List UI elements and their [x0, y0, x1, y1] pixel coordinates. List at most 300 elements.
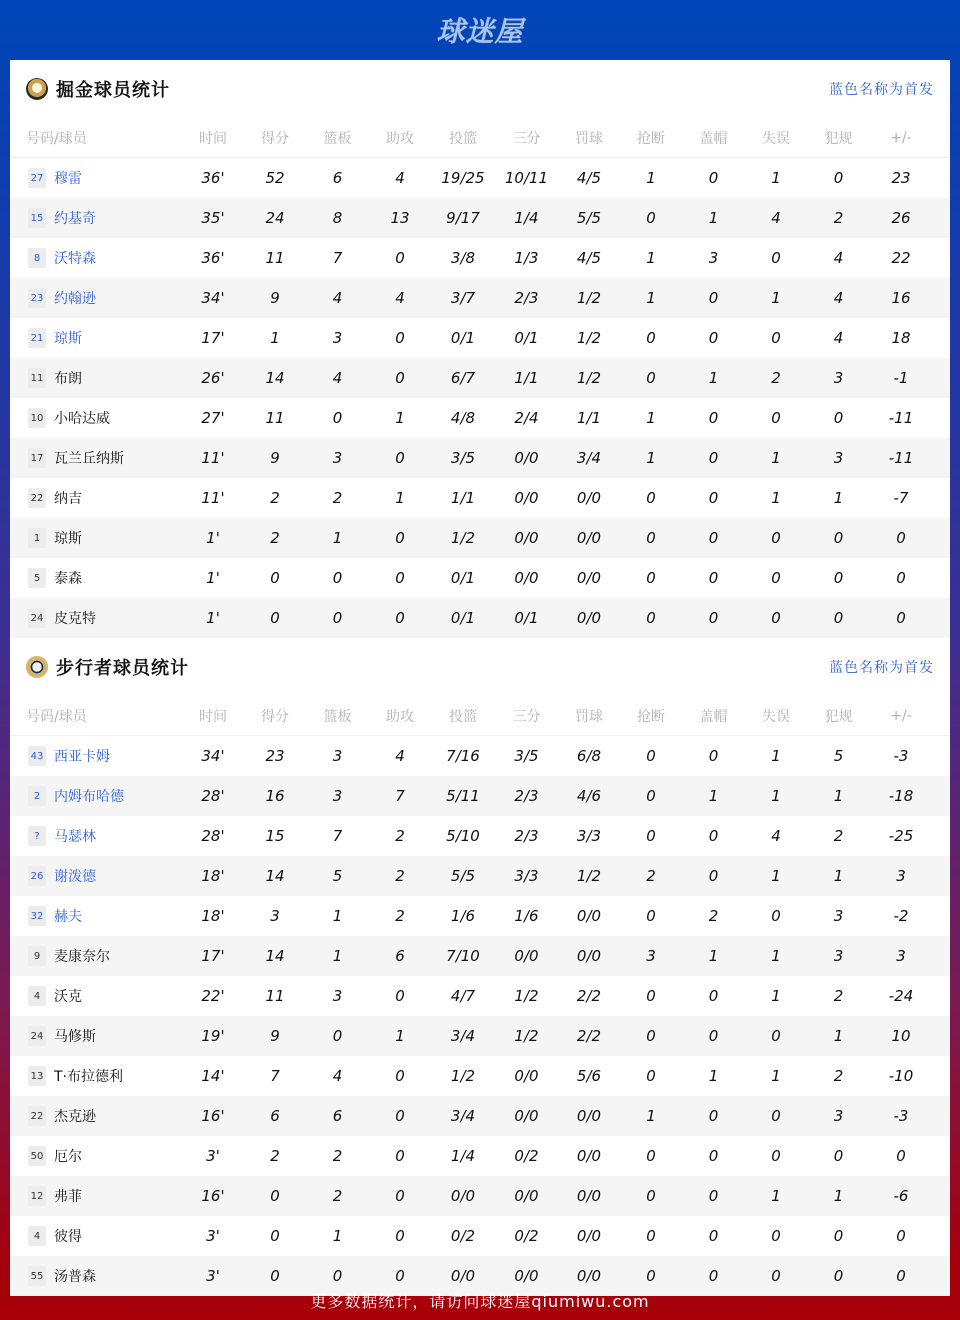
table-row[interactable]	[10, 518, 950, 558]
stat-cell: 0/1	[514, 329, 539, 347]
stat-cell: 3'	[206, 1267, 220, 1285]
jersey-number-icon: 22	[28, 1106, 46, 1126]
stat-cell: 4	[395, 289, 405, 307]
stat-cell: 1	[646, 449, 656, 467]
stat-cell: 3	[833, 449, 844, 467]
player-name[interactable]: 纳吉	[54, 491, 82, 507]
player-rows	[10, 158, 950, 638]
stat-cell: 0	[395, 569, 405, 587]
table-row[interactable]	[10, 278, 950, 318]
footer-link[interactable]: 更多数据统计，请访问球迷屋qiumiwu.com	[310, 1291, 650, 1311]
stat-cell: 0	[395, 1187, 405, 1205]
player-cell[interactable]	[10, 408, 182, 428]
stat-cell: 15	[265, 827, 285, 845]
stat-cell: 0/0	[514, 449, 539, 467]
table-row[interactable]	[10, 976, 950, 1016]
stat-cell: 1/1	[576, 409, 602, 427]
stat-cell: 35'	[201, 209, 225, 227]
jersey-number-icon: 50	[28, 1146, 46, 1166]
stat-cell: 4	[833, 249, 844, 267]
player-cell[interactable]	[10, 786, 182, 806]
stat-cell: 4/8	[450, 409, 476, 427]
player-cell[interactable]	[10, 1026, 182, 1046]
stat-cell: 0/0	[576, 1187, 602, 1205]
jersey-number-icon: 27	[28, 168, 46, 188]
stat-cell: 3	[833, 369, 844, 387]
stat-cell: 2	[332, 1187, 343, 1205]
stat-cell: 5/6	[576, 1067, 602, 1085]
stat-cell: 0	[395, 529, 405, 547]
player-name[interactable]: 赫夫	[54, 909, 82, 925]
stat-cell: 0	[833, 609, 844, 627]
jersey-number-icon: 4	[28, 1226, 46, 1246]
section-header	[10, 60, 950, 118]
stat-cell: -18	[888, 787, 914, 805]
stat-cell: 18'	[201, 867, 225, 885]
stat-cell: 0	[646, 369, 656, 387]
stat-cell: 0/0	[576, 907, 602, 925]
jersey-number-icon: 13	[28, 1066, 46, 1086]
stat-cell: 2	[833, 1067, 844, 1085]
stat-cell: 0	[395, 609, 405, 627]
jersey-number-icon: 12	[28, 1186, 46, 1206]
stat-cell: 28'	[201, 827, 225, 845]
stat-cell: 1/4	[514, 209, 539, 227]
stat-cell: 27'	[201, 409, 225, 427]
stat-cell: 1	[771, 1067, 781, 1085]
stat-cell: 0	[896, 569, 906, 587]
jersey-number-icon: 11	[28, 368, 46, 388]
stat-cell: 1	[332, 1227, 343, 1245]
player-cell[interactable]	[10, 906, 182, 926]
stat-cell: 10/11	[504, 169, 549, 187]
stat-cell: 4	[395, 169, 405, 187]
stat-cell: 0	[332, 609, 343, 627]
player-name[interactable]: 马瑟林	[54, 829, 96, 845]
stat-cell: 1	[771, 169, 781, 187]
column-header: 三分	[512, 130, 541, 147]
player-cell[interactable]	[10, 946, 182, 966]
player-name[interactable]: T·布拉德利	[54, 1069, 124, 1085]
table-row[interactable]	[10, 398, 950, 438]
stat-cell: 0	[771, 529, 781, 547]
stat-cell: 0	[646, 569, 656, 587]
player-cell[interactable]	[10, 1226, 182, 1246]
player-name[interactable]: 沃克	[54, 989, 82, 1005]
team-section-nuggets	[10, 60, 950, 638]
stat-cell: 0	[833, 169, 844, 187]
stat-cell: 7	[332, 249, 343, 267]
stat-cell: 19'	[201, 1027, 225, 1045]
stat-cell: 0/0	[514, 1267, 539, 1285]
stat-cell: 3	[646, 947, 656, 965]
column-header: 篮板	[323, 708, 352, 725]
jersey-number-icon: 10	[28, 408, 46, 428]
table-row[interactable]	[10, 816, 950, 856]
stat-cell: 0	[896, 1147, 906, 1165]
stat-cell: 24	[265, 209, 285, 227]
stat-cell: 4	[332, 289, 343, 307]
stat-cell: 8	[332, 209, 343, 227]
table-row[interactable]	[10, 158, 950, 198]
stat-cell: -11	[888, 449, 914, 467]
jersey-number-icon: 15	[28, 208, 46, 228]
stat-cell: -24	[888, 987, 914, 1005]
player-name[interactable]: 皮克特	[54, 611, 96, 627]
stat-cell: 14'	[201, 1067, 225, 1085]
column-header: 抢断	[637, 130, 665, 147]
stat-cell: 2	[332, 489, 343, 507]
jersey-number-icon: 43	[28, 746, 46, 766]
player-cell[interactable]	[10, 288, 182, 308]
stat-cell: 3/5	[450, 449, 476, 467]
stat-cell: 3	[332, 987, 343, 1005]
stat-cell: 3	[833, 1107, 844, 1125]
stat-cell: 0	[395, 1267, 405, 1285]
table-row[interactable]	[10, 856, 950, 896]
table-row[interactable]	[10, 776, 950, 816]
jersey-number-icon: 55	[28, 1266, 46, 1286]
stat-cell: 0	[395, 329, 405, 347]
stat-cell: 6/8	[576, 747, 602, 765]
stat-cell: 0	[395, 369, 405, 387]
stat-cell: 2	[833, 827, 844, 845]
player-name[interactable]: 厄尔	[54, 1149, 82, 1165]
stat-cell: 3	[332, 747, 343, 765]
stat-cell: 1	[646, 409, 656, 427]
player-name[interactable]: 琼斯	[54, 531, 82, 547]
stat-cell: 0	[833, 1267, 844, 1285]
table-row[interactable]	[10, 238, 950, 278]
stat-cell: 3/8	[450, 249, 476, 267]
stat-cell: 3/4	[576, 449, 602, 467]
stat-cell: 2/3	[514, 787, 539, 805]
stat-cell: 11	[265, 409, 285, 427]
player-name[interactable]: 杰克逊	[54, 1109, 96, 1125]
player-name[interactable]: 汤普森	[54, 1269, 96, 1285]
jersey-number-icon: 1	[28, 528, 46, 548]
stat-cell: -3	[893, 747, 909, 765]
stat-cell: 0	[708, 529, 719, 547]
player-cell[interactable]	[10, 1106, 182, 1126]
stat-cell: 36'	[201, 169, 225, 187]
stat-cell: 5/10	[446, 827, 480, 845]
stat-cell: 23	[891, 169, 911, 187]
player-cell[interactable]	[10, 568, 182, 588]
table-row[interactable]	[10, 1136, 950, 1176]
stat-cell: 13	[390, 209, 410, 227]
player-name[interactable]: 西亚卡姆	[54, 749, 110, 765]
stat-cell: 2	[771, 369, 781, 387]
player-cell[interactable]	[10, 1066, 182, 1086]
team-title: 掘金球员统计	[56, 80, 170, 101]
table-row[interactable]	[10, 936, 950, 976]
table-row[interactable]	[10, 558, 950, 598]
player-name[interactable]: 琼斯	[54, 331, 82, 347]
stat-cell: 0	[771, 609, 781, 627]
column-header: 失误	[762, 130, 790, 147]
stat-cell: 1	[646, 1107, 656, 1125]
stat-cell: 3	[708, 249, 719, 267]
stat-cell: 18	[891, 329, 911, 347]
player-name[interactable]: 麦康奈尔	[54, 949, 110, 965]
player-name[interactable]: 内姆布哈德	[54, 789, 124, 805]
stat-cell: 0	[646, 1027, 656, 1045]
team-section-pacers	[10, 638, 950, 1296]
stat-cell: 0	[708, 867, 719, 885]
stat-cell: 3/4	[450, 1107, 476, 1125]
stat-cell: 4/6	[576, 787, 602, 805]
table-row[interactable]	[10, 478, 950, 518]
stat-cell: 0	[708, 329, 719, 347]
player-cell[interactable]	[10, 866, 182, 886]
player-cell[interactable]	[10, 1186, 182, 1206]
player-cell[interactable]	[10, 248, 182, 268]
table-row[interactable]	[10, 736, 950, 776]
player-name[interactable]: 瓦兰丘纳斯	[54, 451, 124, 467]
stat-cell: 52	[265, 169, 285, 187]
stat-cell: 1	[646, 289, 656, 307]
stat-cell: 0/0	[514, 1067, 539, 1085]
stat-cell: 0	[332, 569, 343, 587]
column-header: 得分	[261, 708, 289, 725]
stat-cell: 0	[646, 609, 656, 627]
stat-cell: 4/5	[576, 169, 602, 187]
column-header: 时间	[199, 130, 227, 147]
stat-cell: 0/0	[514, 529, 539, 547]
table-row[interactable]	[10, 598, 950, 638]
stat-cell: 0/0	[576, 947, 602, 965]
stat-cell: 1/6	[514, 907, 539, 925]
stat-cell: 0	[646, 1187, 656, 1205]
stat-cell: 0/1	[450, 329, 476, 347]
stat-cell: 4	[332, 369, 343, 387]
jersey-number-icon: 21	[28, 328, 46, 348]
stat-cell: 0	[646, 827, 656, 845]
stat-cell: 0	[833, 1147, 844, 1165]
player-cell[interactable]	[10, 488, 182, 508]
table-row[interactable]	[10, 198, 950, 238]
column-header: 失误	[762, 708, 790, 725]
jersey-number-icon: 2	[28, 786, 46, 806]
stat-cell: 0/0	[576, 1147, 602, 1165]
stat-cell: 1	[771, 449, 781, 467]
stat-cell: 1	[332, 529, 343, 547]
stat-cell: 2	[833, 987, 844, 1005]
stat-cell: 4	[833, 329, 844, 347]
player-name[interactable]: 泰森	[54, 571, 82, 587]
stat-cell: 1	[833, 867, 844, 885]
jersey-number-icon: 26	[28, 866, 46, 886]
column-header: 号码/球员	[26, 708, 87, 725]
stat-cell: 0	[896, 1227, 906, 1245]
table-row[interactable]	[10, 1096, 950, 1136]
stat-cell: 1/1	[450, 489, 476, 507]
stat-cell: 0/0	[576, 1227, 602, 1245]
stat-cell: 0/0	[514, 1107, 539, 1125]
player-cell[interactable]	[10, 826, 182, 846]
player-name[interactable]: 小哈达威	[54, 411, 110, 427]
column-header: 篮板	[323, 130, 352, 147]
column-header-row	[10, 118, 950, 158]
stat-cell: 2	[395, 867, 405, 885]
stat-cell: 0/1	[450, 609, 476, 627]
stat-cell: 0	[771, 249, 781, 267]
stat-cell: 0	[896, 609, 906, 627]
stat-cell: 2	[332, 1147, 343, 1165]
player-name[interactable]: 穆雷	[54, 171, 82, 187]
stat-cell: 0	[708, 1027, 719, 1045]
table-row[interactable]	[10, 318, 950, 358]
stat-cell: 1/6	[450, 907, 476, 925]
stat-cell: 22	[891, 249, 911, 267]
stat-cell: 7	[270, 1067, 280, 1085]
stat-cell: 1	[708, 947, 719, 965]
stat-cell: 14	[265, 947, 285, 965]
stat-cell: 0	[270, 1187, 280, 1205]
stat-cell: 5	[833, 747, 844, 765]
stat-cell: 1/2	[576, 289, 602, 307]
stat-cell: 2	[270, 529, 280, 547]
stat-cell: 6	[270, 1107, 280, 1125]
stat-cell: 0	[708, 1267, 719, 1285]
stat-cell: 11'	[201, 449, 225, 467]
stat-cell: 4	[833, 289, 844, 307]
player-name[interactable]: 约翰逊	[54, 291, 96, 307]
player-cell[interactable]	[10, 746, 182, 766]
table-row[interactable]	[10, 438, 950, 478]
stat-cell: 0	[395, 1107, 405, 1125]
player-cell[interactable]	[10, 1146, 182, 1166]
column-header: 投篮	[449, 130, 477, 147]
player-name[interactable]: 约基奇	[54, 211, 96, 227]
player-name[interactable]: 谢泼德	[54, 869, 96, 885]
stat-cell: 0/0	[514, 489, 539, 507]
stat-cell: 0/2	[514, 1147, 539, 1165]
player-cell[interactable]	[10, 168, 182, 188]
stat-cell: 0/0	[576, 1267, 602, 1285]
stat-cell: -10	[888, 1067, 914, 1085]
stat-cell: 0	[833, 409, 844, 427]
stat-cell: 1	[332, 947, 343, 965]
stat-cell: 0	[708, 987, 719, 1005]
stat-cell: 4/5	[576, 249, 602, 267]
table-row[interactable]	[10, 1016, 950, 1056]
stat-cell: 0	[896, 1267, 906, 1285]
stat-cell: 16'	[201, 1107, 225, 1125]
stat-cell: 7	[332, 827, 343, 845]
stat-cell: 0/0	[576, 1107, 602, 1125]
jersey-number-icon: 9	[28, 946, 46, 966]
stat-cell: 0	[332, 1027, 343, 1045]
stat-cell: 3/5	[514, 747, 539, 765]
stat-cell: -7	[893, 489, 909, 507]
stat-cell: 2/2	[576, 987, 602, 1005]
player-cell[interactable]	[10, 608, 182, 628]
stat-cell: 1	[771, 1187, 781, 1205]
stat-cell: 0	[833, 1227, 844, 1245]
stat-cell: 2	[395, 827, 405, 845]
stat-cell: 1	[332, 907, 343, 925]
stat-cell: 0	[270, 1227, 280, 1245]
stat-cell: 0	[708, 569, 719, 587]
player-name[interactable]: 布朗	[54, 371, 82, 387]
stat-cell: 1'	[206, 529, 220, 547]
stat-cell: 6	[395, 947, 405, 965]
stat-cell: 4	[771, 209, 781, 227]
table-row[interactable]	[10, 1056, 950, 1096]
stat-cell: 2/3	[514, 827, 539, 845]
stat-cell: 1/2	[514, 1027, 539, 1045]
stat-cell: 0/1	[514, 609, 539, 627]
stat-cell: 9	[270, 1027, 280, 1045]
stat-cell: 0/0	[514, 1187, 539, 1205]
table-row[interactable]	[10, 1176, 950, 1216]
stat-cell: 11	[265, 249, 285, 267]
stat-cell: 0	[708, 169, 719, 187]
stat-cell: 0/0	[576, 609, 602, 627]
player-name[interactable]: 弗菲	[54, 1189, 82, 1205]
stat-cell: 0	[646, 489, 656, 507]
player-name[interactable]: 沃特森	[54, 251, 96, 267]
stat-cell: 1/4	[450, 1147, 476, 1165]
player-cell[interactable]	[10, 208, 182, 228]
jersey-number-icon: 23	[28, 288, 46, 308]
stat-cell: 17'	[201, 329, 225, 347]
stat-cell: 1	[771, 289, 781, 307]
stat-cell: 0	[708, 1107, 719, 1125]
stat-cell: 9	[270, 449, 280, 467]
stat-cell: 1	[646, 169, 656, 187]
stat-cell: 2	[833, 209, 844, 227]
player-cell[interactable]	[10, 328, 182, 348]
stat-cell: 0/0	[576, 529, 602, 547]
player-name[interactable]: 彼得	[54, 1229, 82, 1245]
stat-cell: 6	[332, 169, 343, 187]
stat-cell: 0	[395, 449, 405, 467]
player-cell[interactable]	[10, 528, 182, 548]
table-row[interactable]	[10, 1216, 950, 1256]
starter-legend: 蓝色名称为首发	[829, 660, 934, 676]
stat-cell: 1/3	[514, 249, 539, 267]
stat-cell: 9	[270, 289, 280, 307]
stat-cell: 17'	[201, 947, 225, 965]
stat-cell: 0	[708, 747, 719, 765]
player-rows	[10, 736, 950, 1296]
player-cell[interactable]	[10, 368, 182, 388]
stat-cell: 3	[332, 329, 343, 347]
footer-banner[interactable]	[0, 1280, 960, 1320]
player-name[interactable]: 马修斯	[54, 1029, 96, 1045]
column-header: +/-	[890, 129, 912, 146]
stat-cell: -1	[893, 369, 909, 387]
stat-cell: 2	[395, 907, 405, 925]
player-cell[interactable]	[10, 986, 182, 1006]
stat-cell: 26	[891, 209, 911, 227]
stat-cell: 0/1	[450, 569, 476, 587]
stats-card	[10, 60, 950, 1285]
table-row[interactable]	[10, 358, 950, 398]
stat-cell: 0	[646, 987, 656, 1005]
stat-cell: 0/0	[576, 569, 602, 587]
jersey-number-icon: 4	[28, 986, 46, 1006]
stat-cell: 1	[833, 787, 844, 805]
player-cell[interactable]	[10, 448, 182, 468]
stat-cell: 0	[771, 329, 781, 347]
stat-cell: 1	[771, 947, 781, 965]
stat-cell: 0	[833, 569, 844, 587]
table-row[interactable]	[10, 896, 950, 936]
